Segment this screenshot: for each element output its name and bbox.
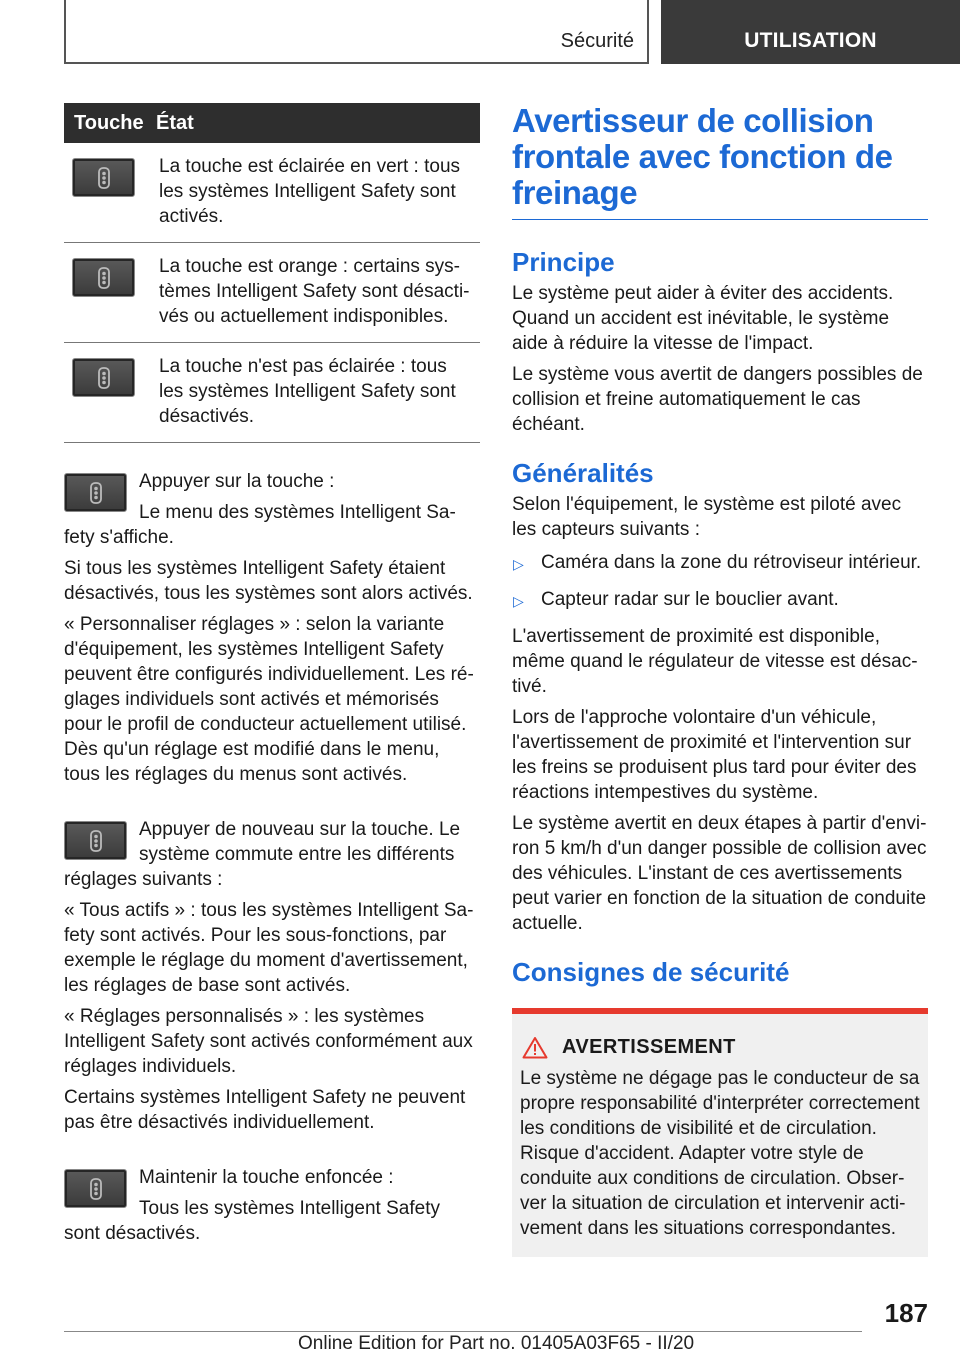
warning-text: Le système ne dégage pas le conducteur de sa propre responsabilité d'interpréter correctement les conditions de visibilité et de circulation. Risque d'accident. Adapter votre style de conduite aux conditions de circulation. Observer la situation de circulation et intervenir activement dans les situations correspondantes. — [520, 1068, 920, 1239]
key-state-table — [64, 103, 480, 443]
left-column — [64, 103, 480, 1252]
paragraph: Maintenir la touche enfoncée : — [139, 1167, 394, 1188]
paragraph: Le système peut aider à éviter des accidents. Quand un accident est inévitable, le système aide à réduire la vitesse de l'impact. — [512, 283, 894, 354]
paragraph: Si tous les systèmes Intelligent Safety étaient désactivés, tous les systèmes sont alors activés. — [64, 558, 473, 604]
paragraph: Selon l'équipement, le système est piloté avec les capteurs suivants : — [512, 494, 902, 540]
warning-box — [512, 1008, 928, 1257]
triangle-bullet-icon: ▷ — [513, 593, 524, 609]
footer-edition: Online Edition for Part no. 01405A03F65 - II/20 — [298, 1333, 695, 1354]
header-chapter-tab: UTILISATION — [661, 0, 960, 64]
intelligent-safety-button-icon — [64, 473, 127, 512]
intelligent-safety-button-icon — [64, 1169, 127, 1208]
paragraph: Certains systèmes Intelligent Safety ne peuvent pas être désactivés individuellement. — [64, 1087, 466, 1133]
heading-generalites: Généralités — [512, 458, 654, 488]
table-cell-state: La touche est orange : certains systèmes Intelligent Safety sont désactivés ou actuellement indisponibles. — [156, 243, 480, 343]
intelligent-safety-button-icon — [72, 358, 135, 397]
hold-key-block — [64, 1165, 480, 1252]
paragraph: Le système vous avertit de dangers possibles de collision et freine automatiquement le cas échéant. — [512, 364, 923, 435]
paragraph: « Tous actifs » : tous les systèmes Intelligent Safety sont activés. Pour les sous-fonctions, par exemple le réglage du moment d'avertissement, les réglages de base sont activés. — [64, 900, 474, 996]
warning-title: AVERTISSEMENT — [562, 1036, 736, 1058]
warning-triangle-icon — [522, 1036, 548, 1059]
header-section-title: Sécurité — [560, 30, 634, 52]
section-title: Avertisseur de collision frontale avec fonction de freinage — [512, 103, 928, 220]
paragraph: Le menu des systèmes Intelligent Safety s'affiche. — [64, 502, 456, 548]
paragraph: « Personnaliser réglages » : selon la variante d'équipement, les systèmes Intelligent Safety peuvent être configurés individuellement. Les réglages individuels sont activés et mémorisés pour le profil de conducteur actuellement utilisé. Dès qu'un réglage est modifié dans le menu, tous les réglages du menus sont activés. — [64, 614, 474, 785]
column-header-key: Touche — [64, 103, 156, 143]
heading-principe: Principe — [512, 247, 615, 277]
paragraph: Appuyer de nouveau sur la touche. Le système commute entre les différents réglages suivants : — [64, 819, 461, 890]
table-row — [64, 143, 480, 243]
table-cell-state: La touche est éclairée en vert : tous les systèmes Intelligent Safety sont activés. — [156, 143, 480, 243]
table-header-row — [64, 103, 480, 143]
column-header-state: État — [156, 103, 480, 143]
press-key-block — [64, 469, 480, 793]
paragraph: Tous les systèmes Intelligent Safety sont désactivés. — [64, 1198, 440, 1244]
heading-consignes-securite: Consignes de sécurité — [512, 957, 790, 987]
paragraph: « Réglages personnalisés » : les systèmes Intelligent Safety sont activés conformément aux réglages individuels. — [64, 1006, 473, 1077]
intelligent-safety-button-icon — [64, 821, 127, 860]
table-cell-state: La touche n'est pas éclairée : tous les systèmes Intelligent Safety sont désactivés. — [156, 343, 480, 443]
intelligent-safety-button-icon — [72, 258, 135, 297]
paragraph: Lors de l'approche volontaire d'un véhicule, l'avertissement de proximité et l'intervention sur les freins se produisent plus tard pour éviter des réactions intempestives du système. — [512, 707, 917, 803]
paragraph: Appuyer sur la touche : — [139, 471, 335, 492]
list-item: ▷ Caméra dans la zone du rétroviseur intérieur. — [512, 550, 928, 577]
table-row — [64, 343, 480, 443]
list-item: ▷ Capteur radar sur le bouclier avant. — [512, 587, 928, 614]
warning-header — [522, 1036, 920, 1059]
intelligent-safety-button-icon — [72, 158, 135, 197]
triangle-bullet-icon: ▷ — [513, 556, 524, 572]
right-column — [512, 103, 928, 1257]
table-row — [64, 243, 480, 343]
footer-divider — [64, 1331, 862, 1332]
paragraph: L'avertissement de proximité est disponible, même quand le régulateur de vitesse est désactivé. — [512, 626, 918, 697]
page-number: 187 — [884, 1298, 928, 1328]
paragraph: Le système avertit en deux étapes à partir d'environ 5 km/h d'un danger possible de collision avec des véhicules. L'instant de ces avertissements peut varier en fonction de la situation de conduite actuelle. — [512, 813, 927, 934]
press-again-block — [64, 817, 480, 1141]
